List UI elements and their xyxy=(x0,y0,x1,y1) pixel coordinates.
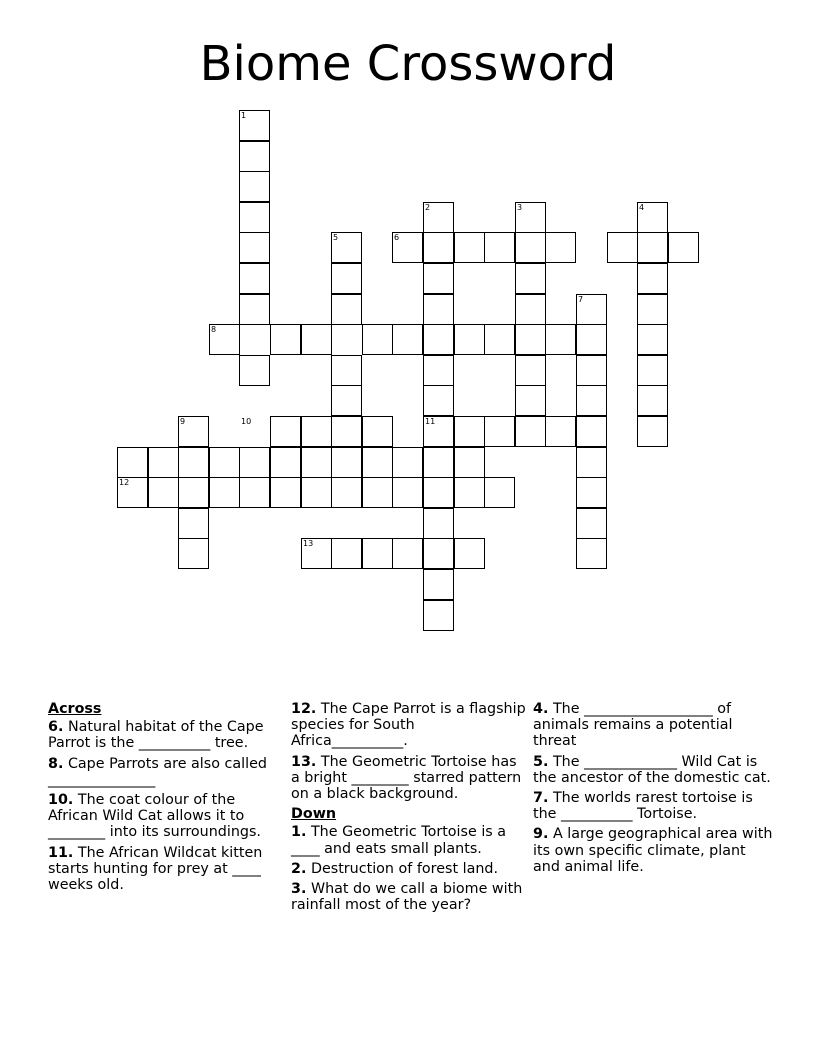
clue-number: 12. xyxy=(291,701,317,717)
clue-text: The worlds rarest tortoise is the __________ Tortoise. xyxy=(533,790,753,823)
grid-cell[interactable] xyxy=(301,324,332,355)
grid-cell[interactable] xyxy=(576,508,607,539)
grid-cell[interactable] xyxy=(362,538,393,569)
clue-down-3 xyxy=(291,881,527,913)
grid-cell[interactable] xyxy=(423,447,454,478)
grid-cell[interactable] xyxy=(454,416,485,447)
grid-cell[interactable] xyxy=(331,385,362,416)
clue-number-label: 10 xyxy=(241,417,252,426)
grid-cell[interactable] xyxy=(148,477,179,508)
clue-number-label: 13 xyxy=(303,539,314,548)
page-title: Biome Crossword xyxy=(199,36,617,92)
clue-down-7 xyxy=(533,790,773,822)
grid-cell[interactable] xyxy=(637,416,668,447)
grid-cell[interactable] xyxy=(392,324,423,355)
clue-number-label: 1 xyxy=(241,111,247,120)
grid-cell[interactable] xyxy=(239,477,270,508)
clue-number-label: 6 xyxy=(394,233,400,242)
grid-cell[interactable] xyxy=(576,538,607,569)
grid-cell[interactable] xyxy=(117,447,148,478)
grid-cell[interactable] xyxy=(454,232,485,263)
clue-down-5 xyxy=(533,754,773,786)
grid-cell[interactable] xyxy=(576,324,607,355)
grid-cell[interactable] xyxy=(392,447,423,478)
grid-cell[interactable] xyxy=(362,447,393,478)
clue-across-6 xyxy=(48,719,284,751)
grid-cell[interactable] xyxy=(515,385,546,416)
grid-cell[interactable] xyxy=(454,447,485,478)
grid-cell[interactable] xyxy=(607,232,638,263)
grid-cell[interactable] xyxy=(301,447,332,478)
grid-cell[interactable] xyxy=(423,508,454,539)
clue-text: The __________________ of animals remains a potential threat xyxy=(533,701,733,750)
clue-number: 9. xyxy=(533,826,549,843)
grid-cell[interactable] xyxy=(637,355,668,386)
clue-text: A large geographical area with its own specific climate, plant and animal life. xyxy=(533,826,773,875)
grid-cell[interactable] xyxy=(178,477,209,508)
clue-number-label: 11 xyxy=(425,417,436,426)
clue-down-9 xyxy=(533,826,773,875)
grid-cell[interactable] xyxy=(484,477,515,508)
grid-cell[interactable] xyxy=(484,324,515,355)
grid-cell[interactable] xyxy=(239,141,270,172)
clue-down-1 xyxy=(291,824,527,856)
clue-number: 6. xyxy=(48,719,64,736)
grid-cell[interactable] xyxy=(454,477,485,508)
clue-text: The Cape Parrot is a flagship species for South Africa__________. xyxy=(291,701,526,750)
grid-cell[interactable] xyxy=(576,385,607,416)
clue-text: Destruction of forest land. xyxy=(310,860,499,877)
clue-number: 13. xyxy=(291,753,317,770)
clue-number-label: 5 xyxy=(333,233,339,242)
clue-number-label: 8 xyxy=(211,325,217,334)
grid-cell[interactable] xyxy=(423,538,454,569)
clue-column-1 xyxy=(48,701,284,897)
clue-number-label: 3 xyxy=(517,203,523,212)
grid-cell[interactable] xyxy=(637,232,668,263)
grid-cell[interactable] xyxy=(454,324,485,355)
grid-cell[interactable] xyxy=(484,232,515,263)
grid-cell[interactable] xyxy=(515,416,546,447)
clue-number: 11. xyxy=(48,844,74,861)
grid-cell[interactable] xyxy=(301,416,332,447)
clue-number: 2. xyxy=(291,860,307,877)
grid-cell[interactable] xyxy=(545,232,576,263)
grid-cell[interactable] xyxy=(545,324,576,355)
clue-number: 7. xyxy=(533,790,549,807)
grid-cell[interactable] xyxy=(637,385,668,416)
grid-cell[interactable] xyxy=(637,294,668,325)
clue-number-label: 9 xyxy=(180,417,186,426)
clue-number: 1. xyxy=(291,824,307,841)
grid-cell[interactable] xyxy=(178,508,209,539)
clue-number-label: 12 xyxy=(119,478,130,487)
grid-cell[interactable] xyxy=(576,416,607,447)
grid-cell[interactable] xyxy=(454,538,485,569)
grid-cell[interactable] xyxy=(148,447,179,478)
grid-cell[interactable] xyxy=(423,232,454,263)
grid-cell[interactable] xyxy=(515,355,546,386)
clue-text: The _____________ Wild Cat is the ancestor of the domestic cat. xyxy=(533,753,771,786)
grid-cell[interactable] xyxy=(515,324,546,355)
clue-across-10 xyxy=(48,792,284,841)
grid-cell[interactable] xyxy=(423,324,454,355)
clue-across-12 xyxy=(291,701,527,750)
clue-text: Cape Parrots are also called _______________ xyxy=(48,755,267,788)
grid-cell[interactable] xyxy=(331,294,362,325)
clue-number-label: 4 xyxy=(639,203,645,212)
grid-cell[interactable] xyxy=(515,294,546,325)
across-heading: Across xyxy=(48,701,102,717)
grid-cell[interactable] xyxy=(362,477,393,508)
grid-cell[interactable] xyxy=(423,600,454,631)
grid-cell[interactable] xyxy=(270,416,301,447)
clue-text: The Geometric Tortoise has a bright ________ starred pattern on a black background. xyxy=(291,753,522,803)
grid-cell[interactable] xyxy=(362,416,393,447)
clue-number-label: 7 xyxy=(578,295,584,304)
grid-cell[interactable] xyxy=(331,477,362,508)
clue-text: What do we call a biome with rainfall most of the year? xyxy=(291,881,523,914)
down-heading: Down xyxy=(291,806,337,823)
grid-cell[interactable] xyxy=(392,538,423,569)
grid-cell[interactable] xyxy=(637,324,668,355)
grid-cell[interactable] xyxy=(331,538,362,569)
clue-number: 4. xyxy=(533,701,549,717)
clue-down-2 xyxy=(291,861,527,877)
grid-cell[interactable] xyxy=(239,263,270,294)
clue-text: The coat colour of the African Wild Cat allows it to ________ into its surroundings. xyxy=(48,792,261,841)
clue-text: Natural habitat of the Cape Parrot is the __________ tree. xyxy=(48,719,264,752)
grid-cell[interactable] xyxy=(239,355,270,386)
clue-number: 8. xyxy=(48,755,64,772)
grid-cell[interactable] xyxy=(576,355,607,386)
grid-cell[interactable] xyxy=(239,294,270,325)
clue-across-8 xyxy=(48,756,284,788)
grid-cell[interactable] xyxy=(178,447,209,478)
clue-text: The Geometric Tortoise is a ____ and eats small plants. xyxy=(291,824,507,857)
grid-cell[interactable] xyxy=(239,202,270,233)
grid-cell[interactable] xyxy=(423,294,454,325)
clue-across-11 xyxy=(48,845,284,894)
grid-cell[interactable] xyxy=(423,263,454,294)
clue-number: 5. xyxy=(533,753,549,770)
clue-column-3 xyxy=(533,701,773,879)
clue-column-2 xyxy=(291,701,527,917)
grid-cell[interactable] xyxy=(331,447,362,478)
grid-cell[interactable] xyxy=(484,416,515,447)
grid-cell[interactable] xyxy=(239,232,270,263)
clue-down-4 xyxy=(533,701,773,750)
grid-cell[interactable] xyxy=(178,538,209,569)
grid-cell[interactable] xyxy=(331,263,362,294)
grid-cell[interactable] xyxy=(362,324,393,355)
grid-cell[interactable] xyxy=(209,447,240,478)
grid-cell[interactable] xyxy=(576,447,607,478)
grid-cell[interactable] xyxy=(423,385,454,416)
clue-text: The African Wildcat kitten starts hunting for prey at ____ weeks old. xyxy=(48,844,263,894)
grid-cell[interactable] xyxy=(331,416,362,447)
grid-cell[interactable] xyxy=(423,477,454,508)
grid-cell[interactable] xyxy=(576,477,607,508)
grid-cell[interactable] xyxy=(270,324,301,355)
grid-cell[interactable] xyxy=(331,355,362,386)
grid-cell[interactable] xyxy=(668,232,699,263)
clue-number-label: 2 xyxy=(425,203,431,212)
clue-number: 10. xyxy=(48,792,74,809)
clue-number: 3. xyxy=(291,881,307,898)
grid-cell[interactable] xyxy=(545,416,576,447)
grid-cell[interactable] xyxy=(392,477,423,508)
clue-across-13 xyxy=(291,754,527,803)
grid-cell[interactable] xyxy=(239,171,270,202)
grid-cell[interactable] xyxy=(270,447,301,478)
grid-cell[interactable] xyxy=(270,477,301,508)
grid-cell[interactable] xyxy=(637,263,668,294)
grid-cell[interactable] xyxy=(239,447,270,478)
grid-cell[interactable] xyxy=(301,477,332,508)
grid-cell[interactable] xyxy=(209,477,240,508)
grid-cell[interactable] xyxy=(423,569,454,600)
grid-cell[interactable] xyxy=(515,263,546,294)
grid-cell[interactable] xyxy=(515,232,546,263)
grid-cell[interactable] xyxy=(423,355,454,386)
